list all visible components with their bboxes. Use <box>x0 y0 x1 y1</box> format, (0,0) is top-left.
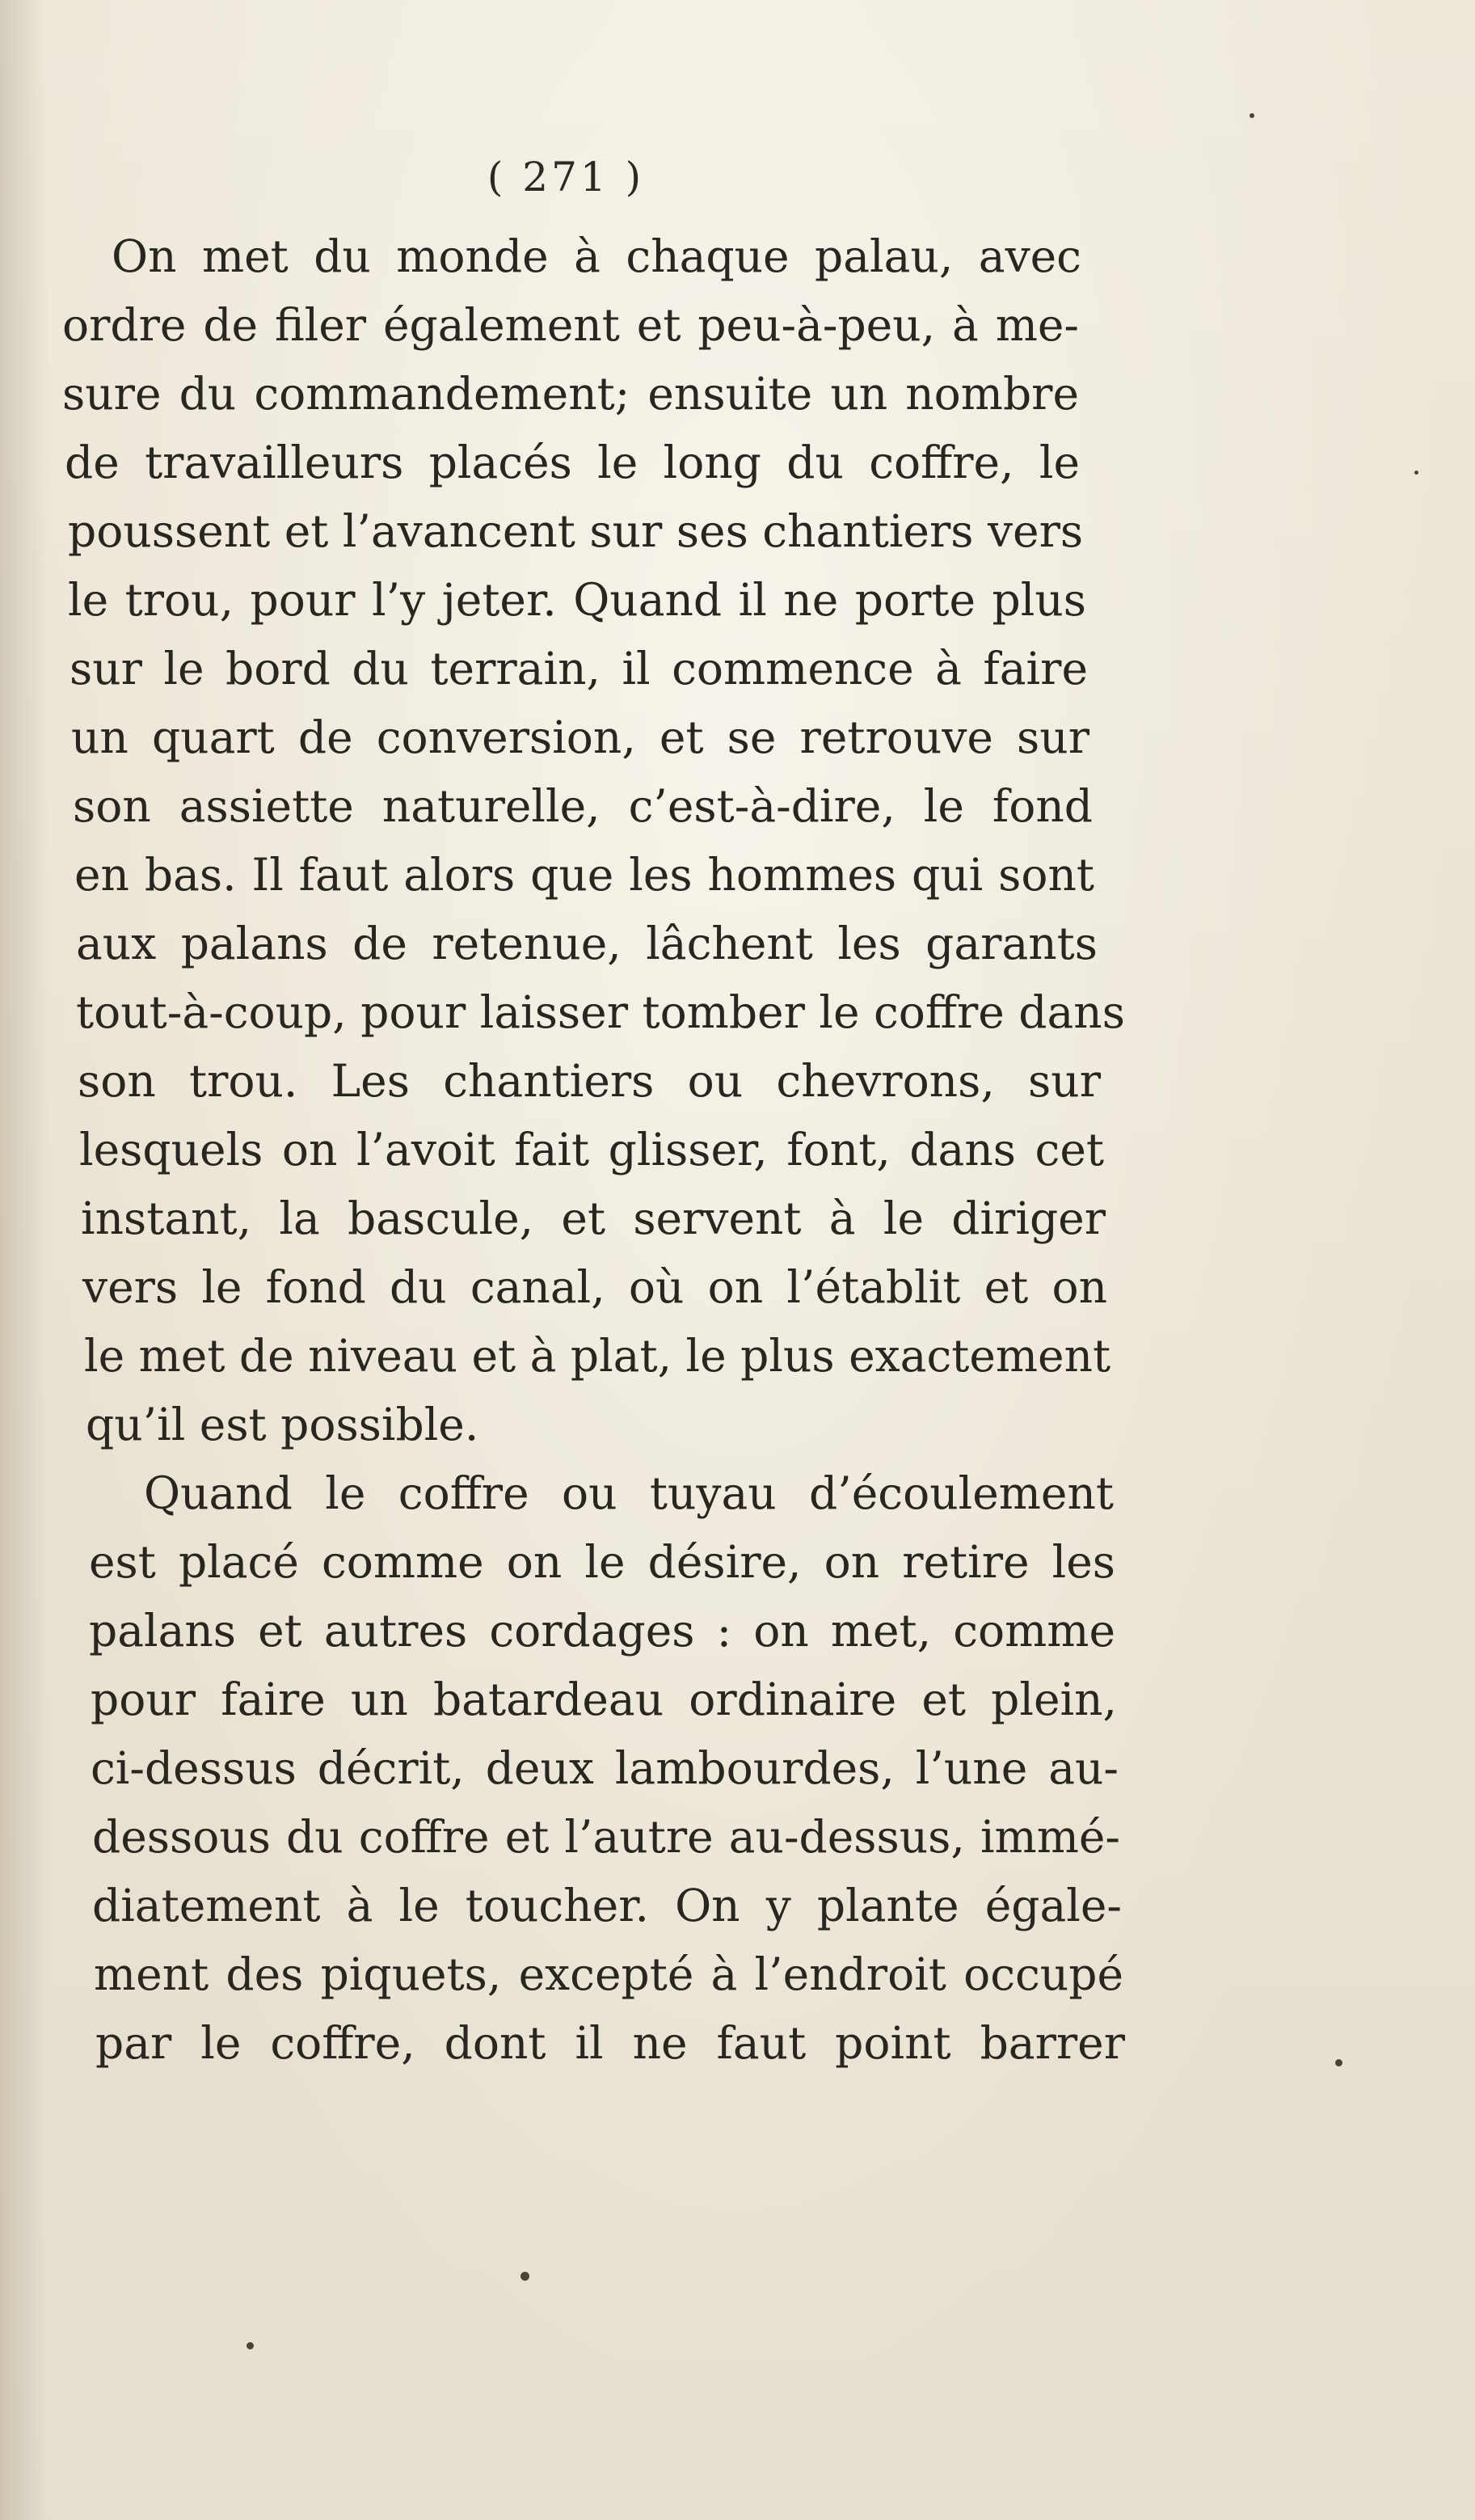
text-line: sure du commandement; ensuite un nombre <box>62 368 1079 420</box>
text-line: dessous du coffre et l’autre au-dessus, immé- <box>92 1811 1120 1863</box>
text-line: Quand le coffre ou tuyau d’écoulement <box>144 1467 1114 1519</box>
paper-speck <box>1414 471 1418 475</box>
paper-speck <box>247 2342 254 2349</box>
text-line: est placé comme on le désire, on retire les <box>89 1536 1115 1588</box>
text-line: le trou, pour l’y jeter. Quand il ne porte plus <box>68 574 1086 626</box>
text-line: sur le bord du terrain, il commence à faire <box>70 643 1088 694</box>
text-line: diatement à le toucher. On y plante égale- <box>92 1880 1122 1931</box>
text-line: tout-à-coup, pour laisser tomber le coffre dans <box>76 986 1125 1038</box>
text-line: son trou. Les chantiers ou chevrons, sur <box>78 1055 1101 1107</box>
text-line: palans et autres cordages : on met, comme <box>89 1605 1115 1657</box>
text-line: par le coffre, dont il ne faut point barrer <box>95 2017 1125 2069</box>
paper-speck <box>1250 113 1254 118</box>
text-line: pour faire un batardeau ordinaire et plein, <box>91 1674 1117 1725</box>
text-line: instant, la bascule, et servent à le diriger <box>81 1192 1106 1244</box>
text-line: On met du monde à chaque palau, avec <box>112 230 1081 282</box>
text-line: de travailleurs placés le long du coffre, le <box>65 437 1080 488</box>
text-line: qu’il est possible. <box>86 1399 479 1450</box>
text-line: poussent et l’avancent sur ses chantiers vers <box>68 505 1084 557</box>
page-number: ( 271 ) <box>487 154 645 201</box>
text-line: aux palans de retenue, lâchent les garants <box>76 918 1098 969</box>
text-line: son assiette naturelle, c’est-à-dire, le fond <box>73 780 1093 832</box>
text-line: ordre de filer également et peu-à-peu, à me- <box>62 299 1079 351</box>
text-line: un quart de conversion, et se retrouve sur <box>71 711 1089 763</box>
text-line: ci-dessus décrit, deux lambourdes, l’une au- <box>91 1742 1119 1794</box>
paper-speck <box>520 2272 529 2281</box>
spine-shadow <box>0 0 48 2520</box>
paper-speck <box>1335 2059 1342 2066</box>
text-line: vers le fond du canal, où on l’établit et on <box>82 1261 1107 1313</box>
text-line: en bas. Il faut alors que les hommes qui sont <box>74 849 1094 901</box>
text-line: lesquels on l’avoit fait glisser, font, dans cet <box>79 1124 1104 1176</box>
text-line: ment des piquets, excepté à l’endroit occupé <box>94 1948 1123 2000</box>
text-line: le met de niveau et à plat, le plus exactement <box>84 1330 1111 1382</box>
